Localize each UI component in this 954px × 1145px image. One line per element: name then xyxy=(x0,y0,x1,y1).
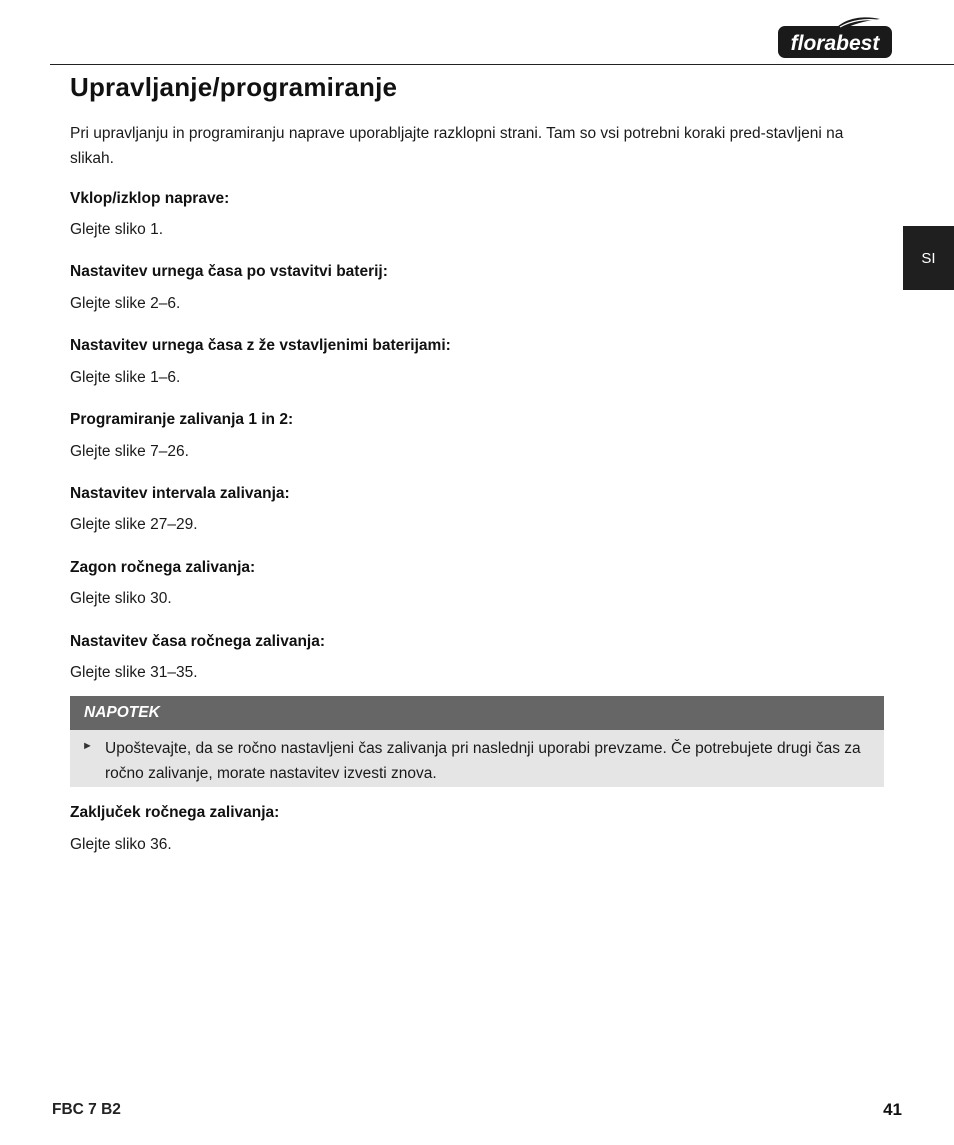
section-body-interval: Glejte slike 27–29. xyxy=(70,516,198,533)
triangle-right-icon: ► xyxy=(82,740,93,752)
page-title: Upravljanje/programiranje xyxy=(70,72,398,102)
section-heading-programming: Programiranje zalivanja 1 in 2: xyxy=(70,411,294,428)
section-body-programming: Glejte slike 7–26. xyxy=(70,443,189,460)
svg-text:florabest: florabest xyxy=(790,32,880,55)
section-body-manual-time: Glejte slike 31–35. xyxy=(70,664,198,681)
header-divider xyxy=(50,64,954,65)
language-tab-label: SI xyxy=(921,249,936,267)
section-body-clock-new-batteries: Glejte slike 2–6. xyxy=(70,295,181,312)
section-body-manual-end: Glejte sliko 36. xyxy=(70,836,172,853)
note-box xyxy=(70,696,884,787)
section-body-manual-start: Glejte sliko 30. xyxy=(70,590,172,607)
section-heading-clock-inserted-batteries: Nastavitev urnega časa z že vstavljenimi baterijami: xyxy=(70,337,451,354)
section-heading-manual-end: Zaključek ročnega zalivanja: xyxy=(70,804,280,821)
note-row xyxy=(70,730,884,786)
note-label: NAPOTEK xyxy=(70,696,884,730)
footer-model: FBC 7 B2 xyxy=(52,1101,121,1118)
section-heading-interval: Nastavitev intervala zalivanja: xyxy=(70,485,290,502)
intro-paragraph: Pri upravljanju in programiranju naprave uporabljajte razklopni strani. Tam so vsi potrebni koraki pred-stavljeni na slikah. xyxy=(70,125,844,167)
section-body-clock-inserted-batteries: Glejte slike 1–6. xyxy=(70,369,181,386)
section-heading-manual-start: Zagon ročnega zalivanja: xyxy=(70,559,256,576)
language-tab xyxy=(903,226,954,290)
note-text: Upoštevajte, da se ročno nastavljeni čas zalivanja pri naslednji uporabi prevzame. Če potrebujete drugi čas za ročno zalivanje, morate nastavitev izvesti znova. xyxy=(105,740,861,782)
section-heading-power: Vklop/izklop naprave: xyxy=(70,190,230,207)
florabest-logo-icon xyxy=(776,14,894,60)
section-heading-manual-time: Nastavitev časa ročnega zalivanja: xyxy=(70,633,326,650)
section-body-power: Glejte sliko 1. xyxy=(70,221,164,238)
page-number: 41 xyxy=(883,1100,902,1119)
brand-logo xyxy=(776,14,894,60)
section-heading-clock-new-batteries: Nastavitev urnega časa po vstavitvi baterij: xyxy=(70,263,388,280)
